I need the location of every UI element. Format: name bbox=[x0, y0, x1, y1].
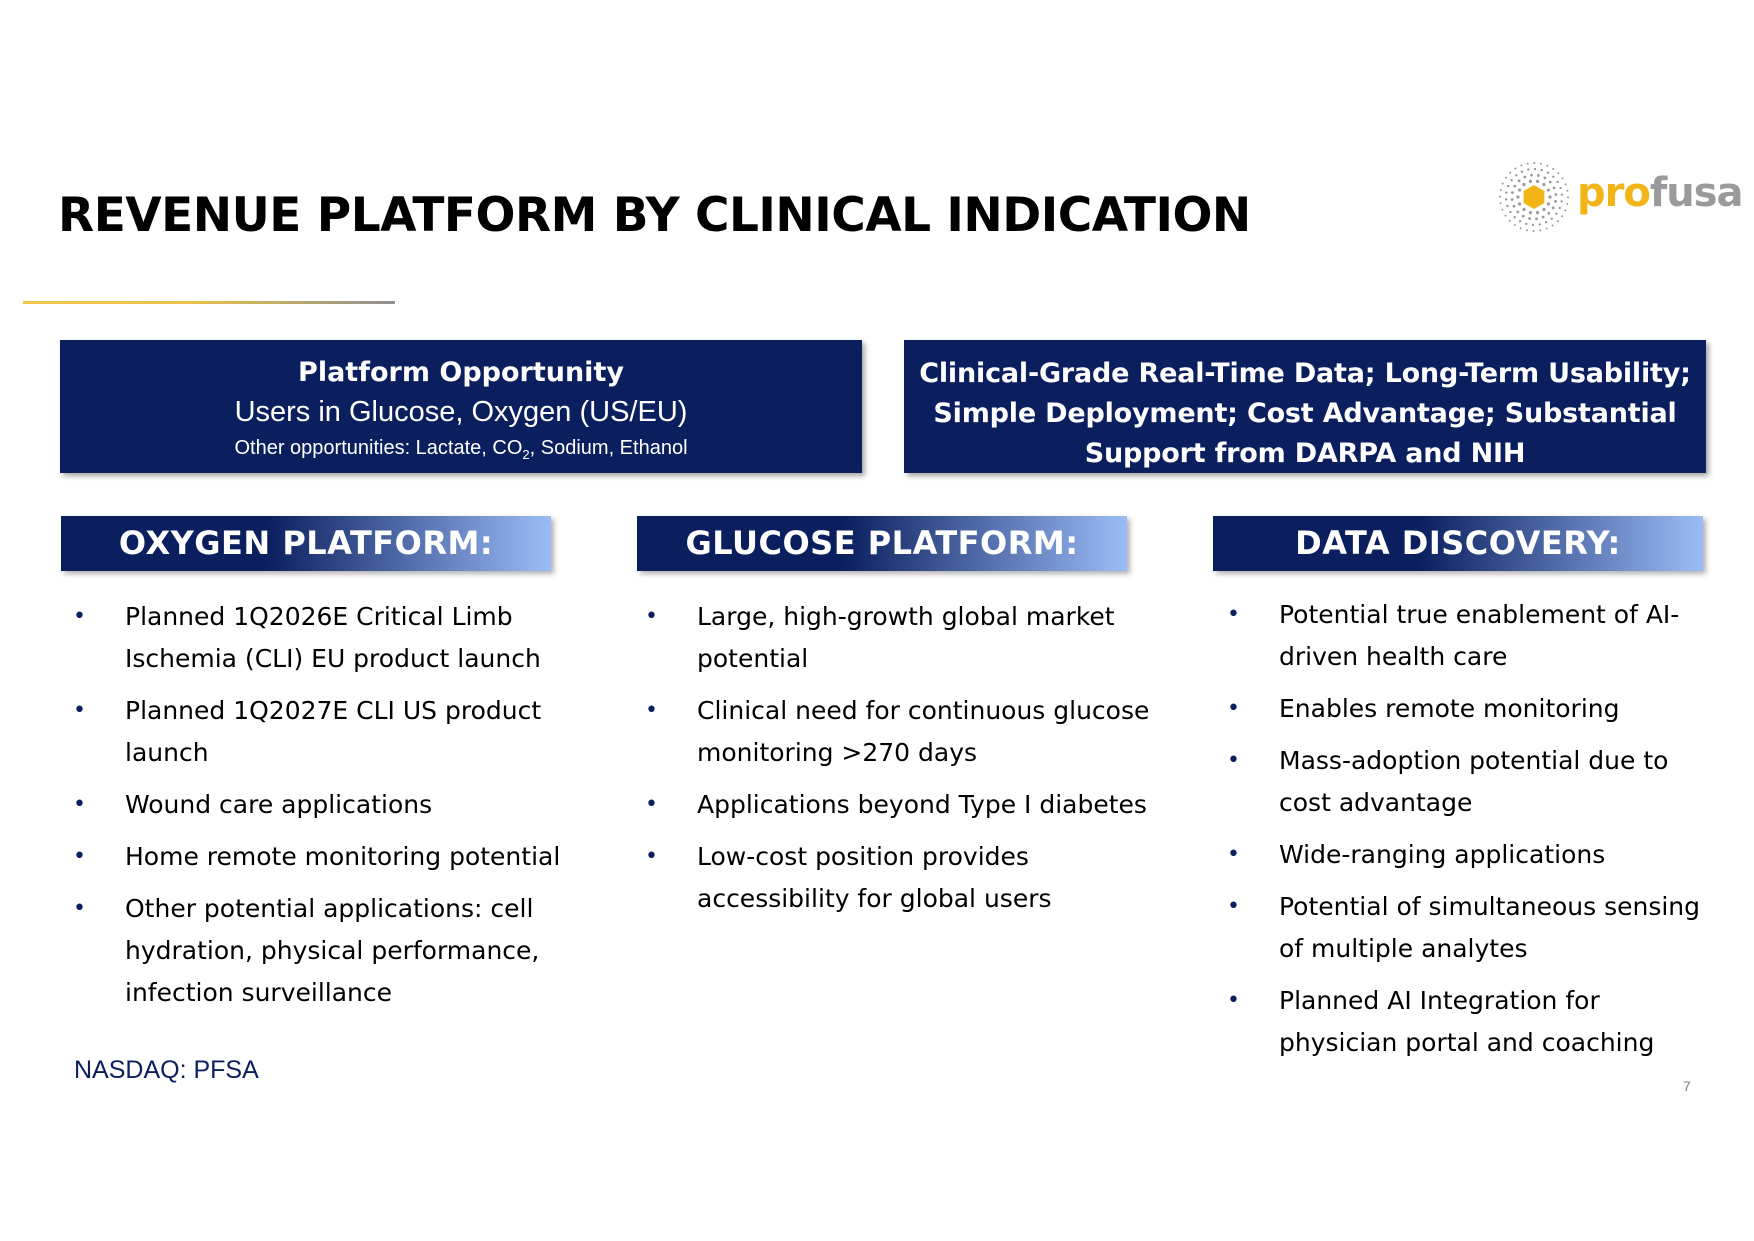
other-opportunities bbox=[60, 432, 862, 471]
bullet-text: Clinical need for continuous glucose monitoring >270 days bbox=[697, 696, 1150, 767]
logo-dot bbox=[1547, 188, 1550, 191]
logo-dot bbox=[1516, 210, 1519, 213]
logo-word-fusa: fusa bbox=[1649, 170, 1743, 216]
bullet-icon: • bbox=[1227, 988, 1240, 1013]
logo-dot bbox=[1552, 168, 1554, 170]
logo-dot bbox=[1527, 163, 1529, 165]
list-item bbox=[635, 596, 1155, 680]
hexagon-icon bbox=[1524, 185, 1545, 209]
oxygen-bullet-list bbox=[63, 596, 603, 1024]
page-number: 7 bbox=[1683, 1078, 1691, 1094]
logo-dot bbox=[1526, 229, 1528, 231]
logo-dot bbox=[1522, 215, 1525, 218]
logo-dot bbox=[1566, 203, 1568, 205]
logo-dot bbox=[1549, 181, 1552, 184]
bullet-icon: • bbox=[1227, 748, 1240, 773]
advantages-box bbox=[904, 340, 1706, 473]
profusa-logo-icon bbox=[1495, 158, 1573, 236]
logo-dot bbox=[1554, 200, 1557, 203]
logo-dot bbox=[1513, 205, 1516, 208]
logo-dot bbox=[1566, 190, 1568, 192]
bullet-icon: • bbox=[1227, 602, 1240, 627]
advantages-line: Clinical-Grade Real-Time Data; Long-Term Usability; bbox=[919, 358, 1691, 389]
logo-dot bbox=[1534, 168, 1536, 170]
list-item bbox=[1217, 834, 1717, 876]
bullet-text: Mass-adoption potential due to cost advantage bbox=[1279, 746, 1669, 817]
bullet-icon: • bbox=[645, 844, 658, 869]
data-discovery-bullet-list bbox=[1217, 594, 1717, 1074]
logo-dot bbox=[1536, 180, 1539, 183]
logo-dot bbox=[1560, 200, 1562, 202]
logo-dot bbox=[1500, 189, 1502, 191]
bullet-icon: • bbox=[73, 604, 86, 629]
logo-dot bbox=[1552, 176, 1554, 178]
logo-dot bbox=[1520, 164, 1522, 166]
bullet-text: Home remote monitoring potential bbox=[125, 842, 561, 871]
logo-dot bbox=[1553, 186, 1556, 189]
list-item bbox=[63, 836, 603, 878]
logo-dot bbox=[1547, 172, 1549, 174]
glucose-bullet-list bbox=[635, 596, 1155, 930]
bullet-text: Wide-ranging applications bbox=[1279, 840, 1606, 869]
bullet-text: Planned 1Q2026E Critical Limb Ischemia (CLI) EU product launch bbox=[125, 602, 541, 673]
data-discovery-header: DATA DISCOVERY: bbox=[1213, 516, 1703, 571]
logo-dot bbox=[1516, 195, 1519, 198]
logo-dot bbox=[1536, 211, 1539, 214]
logo-dot bbox=[1537, 174, 1540, 177]
logo-dot bbox=[1547, 202, 1550, 205]
logo-dot bbox=[1518, 202, 1521, 205]
list-item bbox=[63, 690, 603, 774]
title-underline bbox=[23, 301, 395, 304]
logo-dot bbox=[1511, 191, 1514, 194]
logo-dot bbox=[1567, 196, 1569, 198]
logo-dot bbox=[1513, 216, 1515, 218]
logo-dot bbox=[1501, 209, 1503, 211]
list-item bbox=[63, 784, 603, 826]
logo-dot bbox=[1514, 224, 1516, 226]
logo-dot bbox=[1515, 174, 1517, 176]
logo-dot bbox=[1509, 211, 1511, 213]
advantages-line: Support from DARPA and NIH bbox=[1084, 438, 1526, 469]
stock-ticker: NASDAQ: PFSA bbox=[74, 1056, 259, 1084]
logo-dot bbox=[1513, 185, 1516, 188]
logo-dot bbox=[1540, 163, 1542, 165]
page-title: REVENUE PLATFORM BY CLINICAL INDICATION bbox=[58, 188, 1251, 243]
logo-dot bbox=[1557, 172, 1559, 174]
logo-dot bbox=[1559, 207, 1561, 209]
bullet-icon: • bbox=[1227, 696, 1240, 721]
profusa-logo bbox=[1495, 156, 1743, 236]
bullet-text: Planned 1Q2027E CLI US product launch bbox=[125, 696, 542, 767]
list-item bbox=[635, 784, 1155, 826]
list-item bbox=[1217, 886, 1717, 970]
logo-dot bbox=[1559, 187, 1561, 189]
logo-dot bbox=[1519, 220, 1521, 222]
list-item bbox=[63, 888, 603, 1014]
bullet-text: Large, high-growth global market potential bbox=[697, 602, 1115, 673]
bullet-text: Applications beyond Type I diabetes bbox=[697, 790, 1147, 819]
logo-dot bbox=[1522, 183, 1525, 186]
list-item bbox=[1217, 688, 1717, 730]
bullet-text: Planned AI Integration for physician portal and coaching bbox=[1279, 986, 1655, 1057]
bullet-icon: • bbox=[645, 604, 658, 629]
logo-dot bbox=[1533, 230, 1535, 232]
logo-dot bbox=[1509, 220, 1511, 222]
logo-dot bbox=[1551, 217, 1553, 219]
oxygen-platform-header: OXYGEN PLATFORM: bbox=[61, 516, 551, 571]
bullet-icon: • bbox=[645, 698, 658, 723]
logo-dot bbox=[1499, 196, 1501, 198]
logo-word-pro: pro bbox=[1577, 170, 1650, 216]
logo-dot bbox=[1510, 179, 1512, 181]
bullet-icon: • bbox=[73, 698, 86, 723]
logo-dot bbox=[1506, 205, 1508, 207]
logo-dot bbox=[1505, 191, 1507, 193]
logo-dot bbox=[1552, 224, 1554, 226]
logo-dot bbox=[1529, 211, 1532, 214]
glucose-platform-header: GLUCOSE PLATFORM: bbox=[637, 516, 1127, 571]
logo-dot bbox=[1518, 179, 1521, 182]
logo-dot bbox=[1555, 213, 1557, 215]
logo-dot bbox=[1520, 227, 1522, 229]
logo-dot bbox=[1561, 177, 1563, 179]
logo-dot bbox=[1542, 183, 1545, 186]
logo-wordmark bbox=[1577, 170, 1743, 216]
logo-dot bbox=[1529, 180, 1532, 183]
platform-opportunity-heading: Platform Opportunity bbox=[298, 357, 624, 388]
logo-dot bbox=[1533, 162, 1535, 164]
other-opportunities-prefix: Other opportunities: Lactate, CO bbox=[234, 437, 523, 459]
logo-dot bbox=[1546, 228, 1548, 230]
logo-dot bbox=[1511, 198, 1514, 201]
bullet-icon: • bbox=[73, 844, 86, 869]
logo-dot bbox=[1521, 171, 1523, 173]
logo-dot bbox=[1500, 202, 1502, 204]
logo-dot bbox=[1505, 198, 1507, 200]
logo-dot bbox=[1507, 185, 1509, 187]
bullet-icon: • bbox=[645, 792, 658, 817]
logo-dot bbox=[1522, 208, 1525, 211]
logo-dot bbox=[1514, 168, 1516, 170]
platform-opportunity-users: Users in Glucose, Oxygen (US/EU) bbox=[234, 396, 688, 428]
list-item bbox=[635, 836, 1155, 920]
bullet-icon: • bbox=[73, 896, 86, 921]
list-item bbox=[1217, 980, 1717, 1064]
logo-dot bbox=[1543, 176, 1546, 179]
logo-dot bbox=[1539, 229, 1541, 231]
bullet-text: Potential of simultaneous sensing of multiple analytes bbox=[1279, 892, 1701, 963]
co2-subscript: 2 bbox=[522, 447, 530, 462]
logo-dot bbox=[1523, 176, 1526, 179]
logo-dot bbox=[1542, 208, 1545, 211]
logo-dot bbox=[1556, 181, 1558, 183]
bullet-text: Low-cost position provides accessibility for global users bbox=[697, 842, 1052, 913]
list-item bbox=[63, 596, 603, 680]
bullet-text: Other potential applications: cell hydration, physical performance, infection surveillance bbox=[125, 894, 540, 1007]
bullet-text: Wound care applications bbox=[125, 790, 433, 819]
logo-dot bbox=[1528, 217, 1531, 220]
logo-dot bbox=[1541, 169, 1543, 171]
logo-dot bbox=[1554, 193, 1557, 196]
logo-dot bbox=[1547, 212, 1550, 215]
logo-dot bbox=[1509, 172, 1511, 174]
logo-dot bbox=[1548, 195, 1551, 198]
logo-dot bbox=[1518, 188, 1521, 191]
logo-dot bbox=[1557, 220, 1559, 222]
logo-dot bbox=[1546, 165, 1548, 167]
logo-dot bbox=[1542, 216, 1545, 219]
logo-dot bbox=[1561, 193, 1563, 195]
list-item bbox=[1217, 740, 1717, 824]
logo-dot bbox=[1565, 183, 1567, 185]
logo-dot bbox=[1530, 174, 1533, 177]
logo-dot bbox=[1535, 217, 1538, 220]
logo-dot bbox=[1564, 209, 1566, 211]
logo-dot bbox=[1527, 168, 1529, 170]
list-item bbox=[635, 690, 1155, 774]
logo-dot bbox=[1525, 223, 1527, 225]
logo-dot bbox=[1502, 183, 1504, 185]
logo-dot bbox=[1505, 215, 1507, 217]
bullet-icon: • bbox=[1227, 894, 1240, 919]
platform-opportunity-box bbox=[60, 340, 862, 473]
bullet-icon: • bbox=[1227, 842, 1240, 867]
bullet-text: Potential true enablement of AI-driven health care bbox=[1279, 600, 1680, 671]
logo-dot bbox=[1532, 224, 1534, 226]
logo-dot bbox=[1538, 223, 1540, 225]
advantages-line: Simple Deployment; Cost Advantage; Substantial bbox=[933, 398, 1677, 429]
logo-dot bbox=[1561, 215, 1563, 217]
other-opportunities-suffix: , Sodium, Ethanol bbox=[529, 437, 688, 459]
logo-dot bbox=[1505, 177, 1507, 179]
bullet-text: Enables remote monitoring bbox=[1279, 694, 1620, 723]
logo-dot bbox=[1552, 206, 1555, 209]
bullet-icon: • bbox=[73, 792, 86, 817]
list-item bbox=[1217, 594, 1717, 678]
logo-dot bbox=[1545, 221, 1547, 223]
